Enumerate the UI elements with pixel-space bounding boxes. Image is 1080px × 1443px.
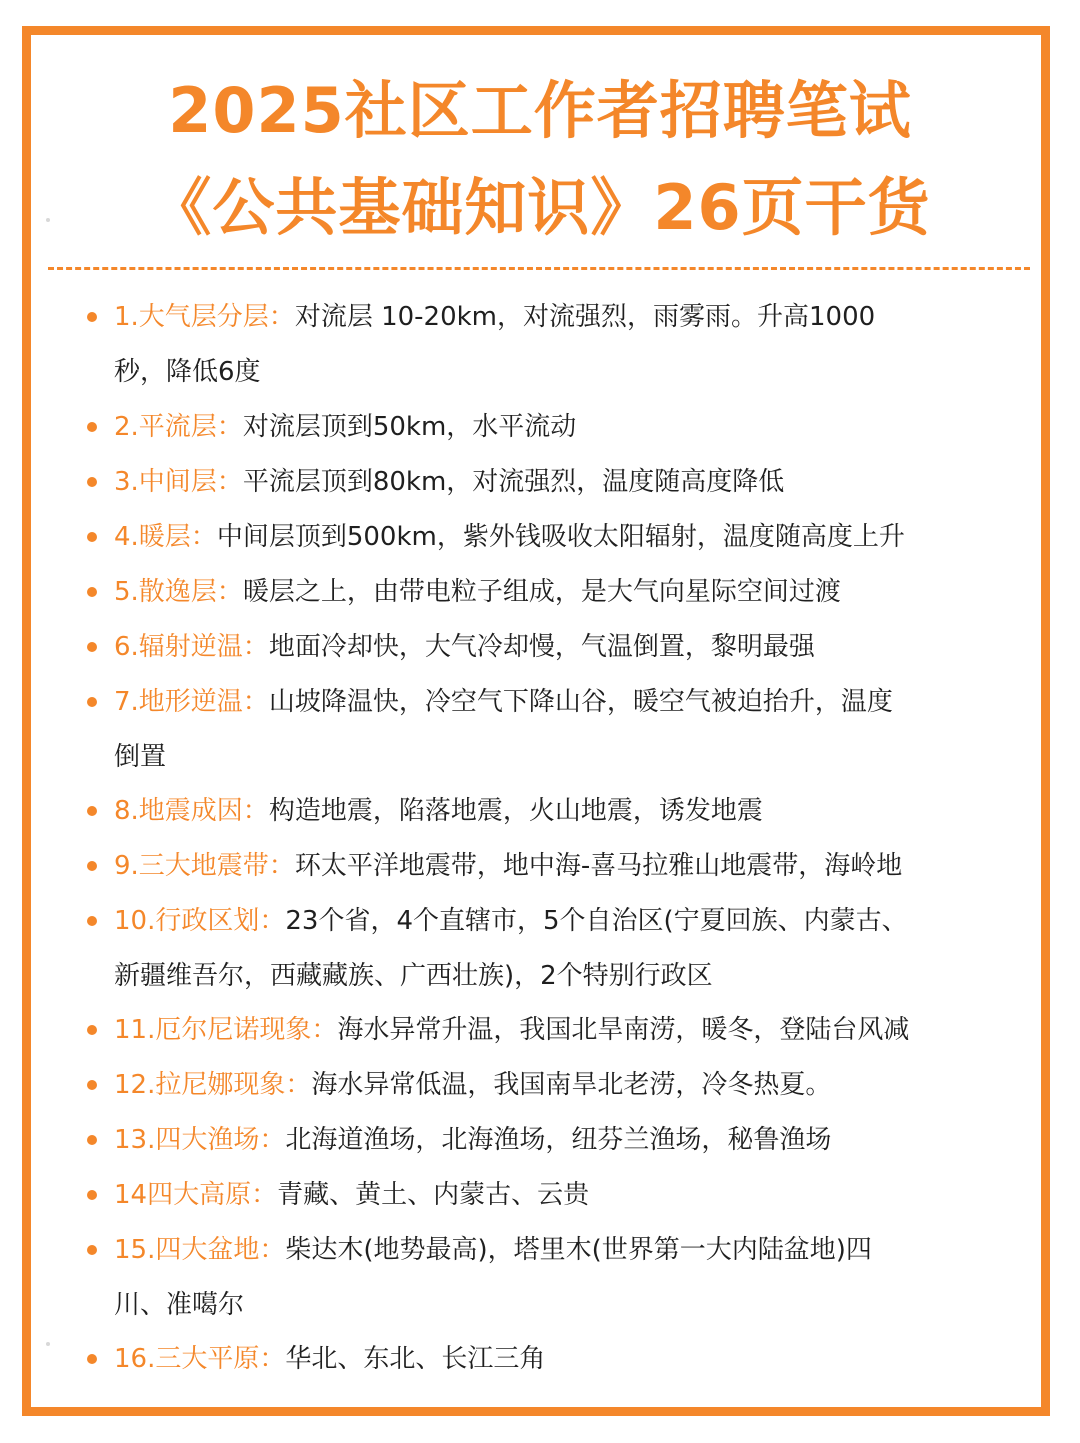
item-text: 平流层顶到80km，对流强烈，温度随高度降低 bbox=[242, 467, 785, 497]
item-text: 构造地震，陷落地震，火山地震，诱发地震 bbox=[268, 796, 763, 826]
bullet-icon bbox=[87, 1190, 97, 1200]
item-text: 海水异常升温，我国北旱南涝，暖冬，登陆台风减 bbox=[337, 1015, 910, 1045]
bullet-icon bbox=[87, 1025, 97, 1035]
bullet-icon bbox=[87, 1245, 97, 1255]
decorative-dot bbox=[46, 1342, 50, 1346]
list-item bbox=[114, 510, 1024, 565]
title-line-1: 2025社区工作者招聘笔试 bbox=[168, 74, 912, 147]
list-item bbox=[114, 1058, 1024, 1113]
decorative-dot bbox=[46, 218, 50, 222]
item-text: 青藏、黄土、内蒙古、云贵 bbox=[277, 1180, 590, 1210]
list-item bbox=[114, 1332, 1024, 1387]
item-text: 地面冷却快，大气冷却慢，气温倒置，黎明最强 bbox=[268, 632, 815, 662]
bullet-icon bbox=[87, 1080, 97, 1090]
item-label: 2.平流层： bbox=[114, 412, 243, 442]
item-label: 4.暖层： bbox=[114, 522, 217, 552]
item-label: 14四大高原： bbox=[114, 1180, 278, 1210]
item-label: 7.地形逆温： bbox=[114, 687, 269, 717]
bullet-icon bbox=[87, 1354, 97, 1364]
list-item bbox=[114, 839, 1024, 894]
list-item bbox=[114, 455, 1024, 510]
list-item bbox=[114, 290, 1024, 400]
list-item bbox=[114, 894, 1024, 1004]
item-text: 中间层顶到500km，紫外钱吸收太阳辐射，温度随高度上升 bbox=[216, 522, 905, 552]
item-label: 13.四大渔场： bbox=[114, 1125, 286, 1155]
list-item bbox=[114, 784, 1024, 839]
list-item bbox=[114, 400, 1024, 455]
list-item bbox=[114, 1223, 1024, 1333]
bullet-icon bbox=[87, 642, 97, 652]
item-label: 11.厄尔尼诺现象： bbox=[114, 1015, 338, 1045]
bullet-icon bbox=[87, 1135, 97, 1145]
item-text-cont: 倒置 bbox=[114, 742, 167, 772]
dashed-divider bbox=[48, 267, 1030, 270]
bullet-icon bbox=[87, 587, 97, 597]
bullet-icon bbox=[87, 806, 97, 816]
bullet-icon bbox=[87, 477, 97, 487]
bullet-icon bbox=[87, 422, 97, 432]
bullet-icon bbox=[87, 916, 97, 926]
item-label: 5.散逸层： bbox=[114, 577, 243, 607]
item-label: 9.三大地震带： bbox=[114, 851, 295, 881]
list-item bbox=[114, 565, 1024, 620]
item-text: 对流层 10-20km，对流强烈，雨雾雨。升高1000 bbox=[294, 302, 876, 332]
bullet-icon bbox=[87, 312, 97, 322]
item-text: 暖层之上，由带电粒子组成，是大气向星际空间过渡 bbox=[242, 577, 841, 607]
item-text: 海水异常低温，我国南旱北老涝，冷冬热夏。 bbox=[311, 1070, 832, 1100]
item-text: 23个省，4个直辖市，5个自治区(宁夏回族、内蒙古、 bbox=[285, 906, 908, 936]
list-item bbox=[114, 1113, 1024, 1168]
list-item bbox=[114, 620, 1024, 675]
bullet-icon bbox=[87, 697, 97, 707]
item-label: 10.行政区划： bbox=[114, 906, 286, 936]
item-label: 6.辐射逆温： bbox=[114, 632, 269, 662]
item-text: 华北、东北、长江三角 bbox=[285, 1344, 546, 1374]
bullet-icon bbox=[87, 532, 97, 542]
title-line-2: 《公共基础知识》26页干货 bbox=[149, 171, 931, 244]
item-text: 环太平洋地震带，地中海-喜马拉雅山地震带，海岭地 bbox=[294, 851, 903, 881]
item-text-cont: 川、准噶尔 bbox=[114, 1290, 245, 1320]
item-label: 3.中间层： bbox=[114, 467, 243, 497]
item-text: 山坡降温快，冷空气下降山谷，暖空气被迫抬升，温度 bbox=[268, 687, 893, 717]
item-text-cont: 秒，降低6度 bbox=[114, 357, 261, 387]
list-item bbox=[114, 1003, 1024, 1058]
list-item bbox=[114, 675, 1024, 785]
item-label: 8.地震成因： bbox=[114, 796, 269, 826]
item-label: 15.四大盆地： bbox=[114, 1235, 286, 1265]
bullet-icon bbox=[87, 861, 97, 871]
item-label: 16.三大平原： bbox=[114, 1344, 286, 1374]
list-item bbox=[114, 1168, 1024, 1223]
item-text: 北海道渔场，北海渔场，纽芬兰渔场，秘鲁渔场 bbox=[285, 1125, 832, 1155]
item-text: 柴达木(地势最高)，塔里木(世界第一大内陆盆地)四 bbox=[285, 1235, 872, 1265]
item-label: 1.大气层分层： bbox=[114, 302, 295, 332]
item-text: 对流层顶到50km，水平流动 bbox=[242, 412, 577, 442]
item-label: 12.拉尼娜现象： bbox=[114, 1070, 312, 1100]
item-text-cont: 新疆维吾尔，西藏藏族、广西壮族)，2个特别行政区 bbox=[114, 961, 713, 991]
